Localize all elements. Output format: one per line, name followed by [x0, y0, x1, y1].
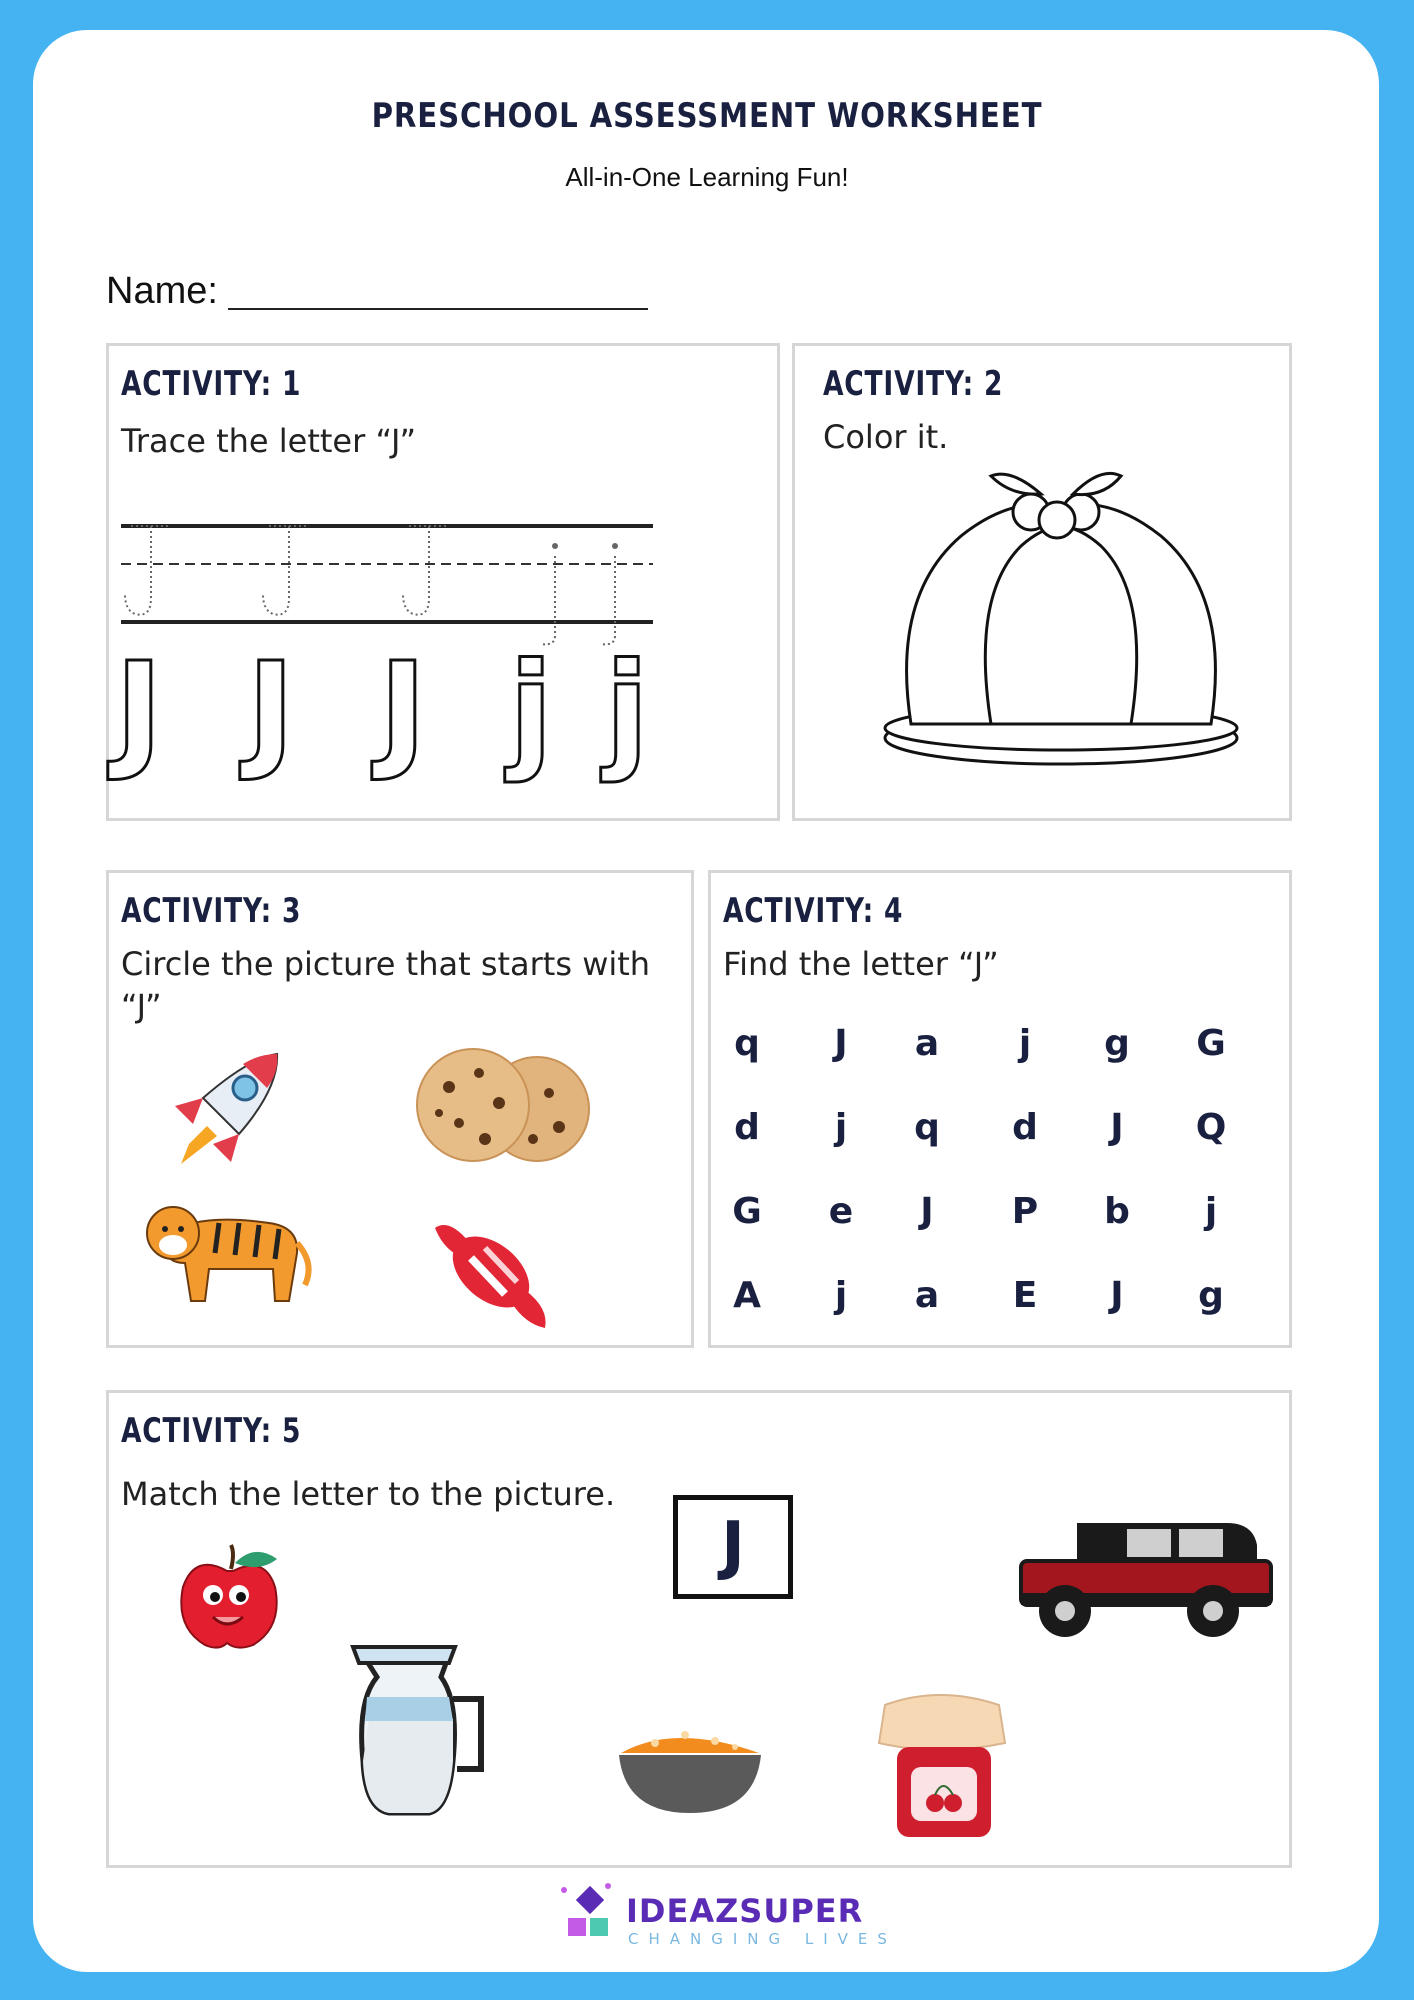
- grid-letter[interactable]: G: [1196, 1023, 1226, 1064]
- activity-3-box: [106, 870, 694, 1348]
- outline-letters: [109, 636, 783, 806]
- activity-2-box: [792, 343, 1292, 821]
- grid-letter[interactable]: j: [1204, 1191, 1218, 1232]
- cookies-icon[interactable]: [409, 1043, 599, 1173]
- outline-letter: j: [605, 636, 649, 785]
- tiger-icon[interactable]: [139, 1193, 309, 1313]
- grid-letter[interactable]: g: [1104, 1023, 1130, 1064]
- candy-icon[interactable]: [429, 1198, 559, 1338]
- grid-letter[interactable]: A: [733, 1275, 761, 1316]
- grid-letter[interactable]: q: [734, 1023, 760, 1064]
- letter-j-box[interactable]: J: [673, 1495, 793, 1599]
- activity-2-instruction: Color it.: [823, 418, 949, 456]
- grid-letter[interactable]: d: [734, 1107, 760, 1148]
- outline-letter: j: [509, 636, 553, 785]
- name-label: Name:: [106, 270, 218, 312]
- grid-letter[interactable]: j: [1018, 1023, 1032, 1064]
- grid-letter[interactable]: a: [914, 1023, 940, 1064]
- grid-letter[interactable]: Q: [1195, 1107, 1227, 1148]
- grid-letter[interactable]: q: [914, 1107, 940, 1148]
- grid-letter[interactable]: J: [1110, 1107, 1124, 1148]
- grid-letter[interactable]: e: [828, 1191, 854, 1232]
- activity-1-heading: ACTIVITY: 1: [121, 364, 302, 404]
- page-subtitle: All-in-One Learning Fun!: [565, 162, 849, 192]
- outline-letter: J: [247, 636, 295, 785]
- grid-letter[interactable]: E: [1012, 1275, 1038, 1316]
- brand-name: IDEAZSUPER: [626, 1892, 864, 1930]
- activity-5-heading: ACTIVITY: 5: [121, 1411, 302, 1451]
- tracing-guide-lines[interactable]: [109, 346, 783, 646]
- grid-letter[interactable]: G: [732, 1191, 762, 1232]
- jam-jar-icon[interactable]: [869, 1691, 1019, 1841]
- jug-icon[interactable]: [349, 1641, 509, 1821]
- activity-1-instruction: Trace the letter “J”: [121, 422, 417, 460]
- grid-letter[interactable]: b: [1104, 1191, 1130, 1232]
- activity-5-box: [106, 1390, 1292, 1868]
- apple-icon[interactable]: [175, 1543, 285, 1653]
- grid-letter[interactable]: a: [914, 1275, 940, 1316]
- grid-letter[interactable]: P: [1011, 1191, 1039, 1232]
- activity-3-instruction: Circle the picture that starts with “J”: [121, 945, 651, 1025]
- page-title: PRESCHOOL ASSESSMENT WORKSHEET: [371, 96, 1043, 136]
- bowl-icon[interactable]: [615, 1713, 765, 1823]
- brand-tagline: CHANGING LIVES: [628, 1930, 897, 1948]
- activity-4-instruction: Find the letter “J”: [723, 945, 999, 983]
- rocket-icon[interactable]: [159, 1048, 289, 1178]
- grid-letter[interactable]: J: [1110, 1275, 1124, 1316]
- grid-letter[interactable]: d: [1012, 1107, 1038, 1148]
- activity-4-box: [708, 870, 1292, 1348]
- ideazsuper-logo-icon: [558, 1882, 628, 1942]
- jeep-icon[interactable]: [1017, 1515, 1277, 1655]
- outline-letter: J: [379, 636, 427, 785]
- grid-letter[interactable]: j: [834, 1275, 848, 1316]
- outline-letter: J: [115, 636, 163, 785]
- activity-4-heading: ACTIVITY: 4: [723, 891, 904, 931]
- activity-2-heading: ACTIVITY: 2: [823, 364, 1004, 404]
- activity-1-box: [106, 343, 780, 821]
- activity-5-instruction: Match the letter to the picture.: [121, 1475, 616, 1513]
- grid-letter[interactable]: J: [834, 1023, 848, 1064]
- activity-3-heading: ACTIVITY: 3: [121, 891, 302, 931]
- grid-letter[interactable]: j: [834, 1107, 848, 1148]
- jelly-icon[interactable]: [881, 476, 1241, 776]
- grid-letter[interactable]: J: [920, 1191, 934, 1232]
- grid-letter[interactable]: g: [1198, 1275, 1224, 1316]
- name-input-line[interactable]: [228, 308, 648, 310]
